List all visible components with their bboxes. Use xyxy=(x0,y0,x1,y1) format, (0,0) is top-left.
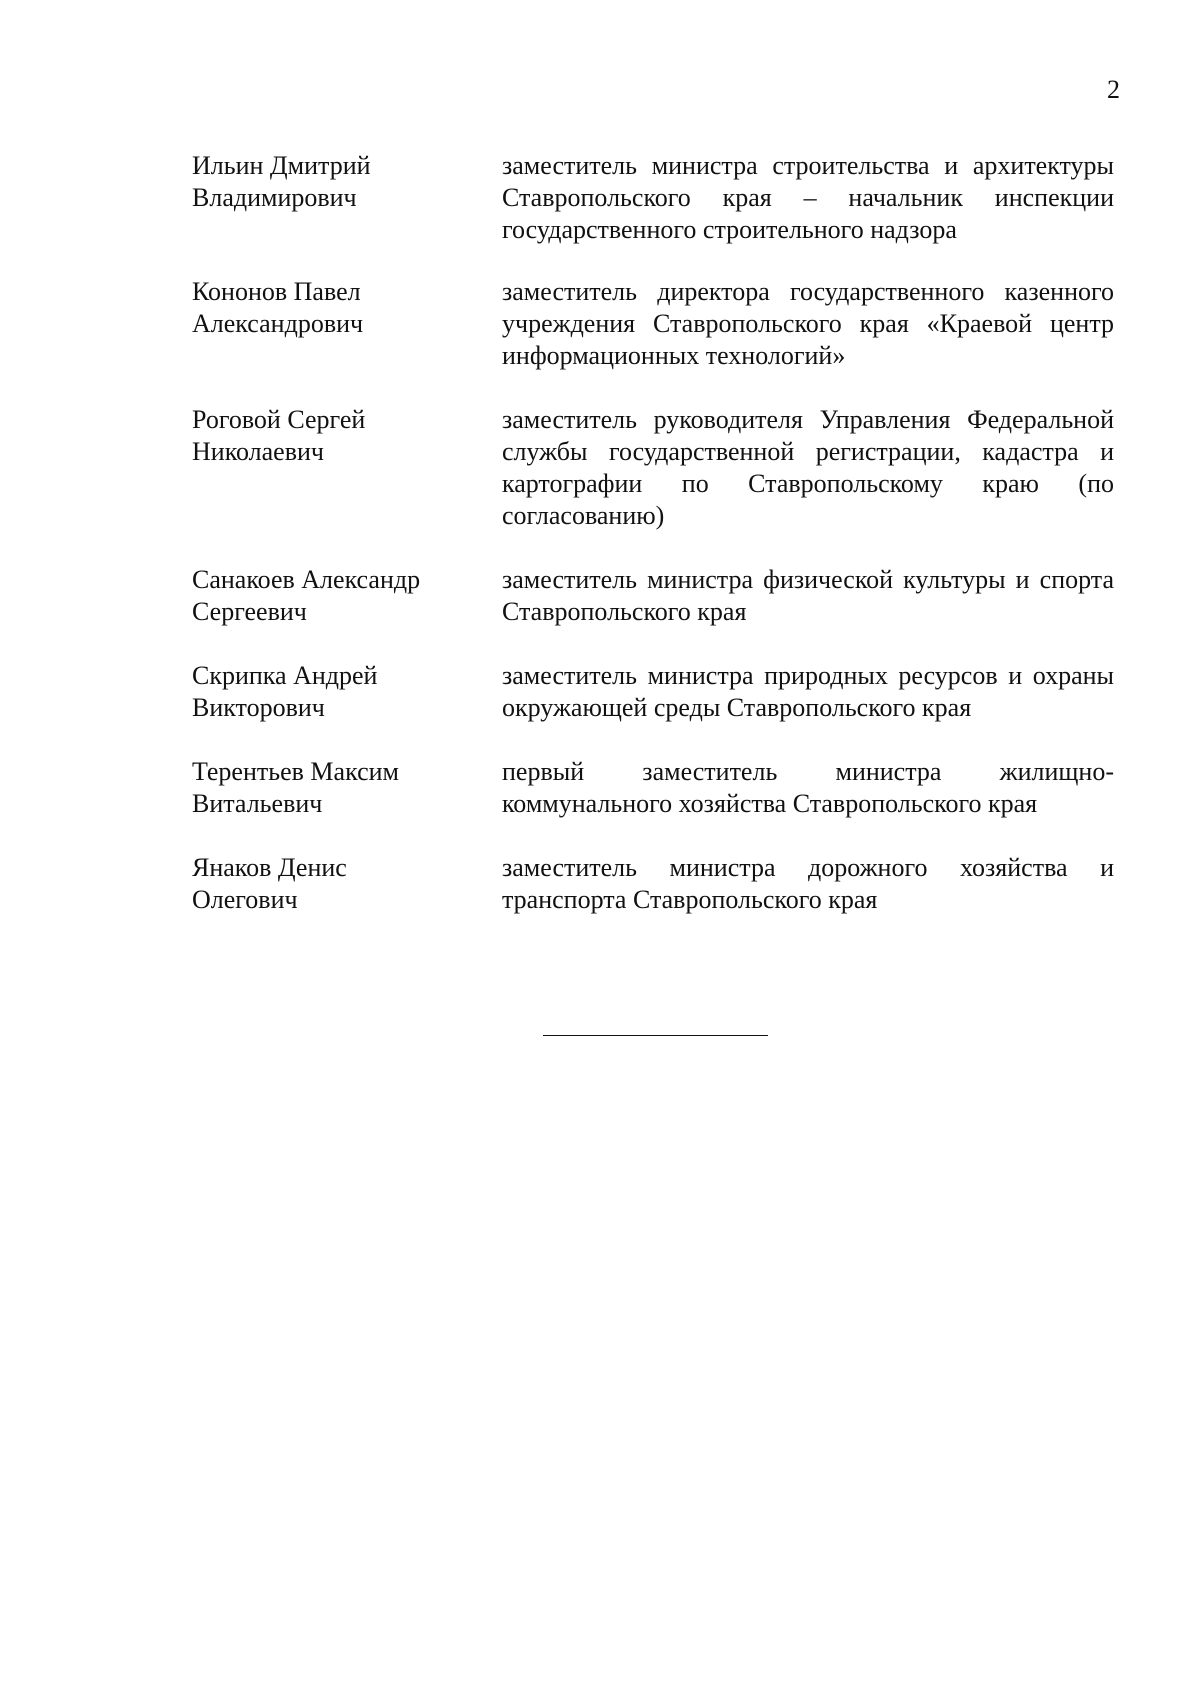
member-patronymic: Олегович xyxy=(192,885,298,914)
member-patronymic: Александрович xyxy=(192,309,364,338)
member-position: заместитель руководителя Управления Федеральной службы государственной регистрации, кадастра и картографии по Ставропольскому краю (по согласованию) xyxy=(502,405,1114,530)
member-name xyxy=(192,404,502,468)
member-name-line: Санакоев Александр xyxy=(192,565,421,594)
member-patronymic: Сергеевич xyxy=(192,597,307,626)
member-name-line: Кононов Павел xyxy=(192,277,361,306)
member-position: заместитель министра природных ресурсов и охраны окружающей среды Ставропольского края xyxy=(502,661,1114,722)
member-name xyxy=(192,276,502,340)
member-entry xyxy=(192,276,1114,372)
member-name-line: Янаков Денис xyxy=(192,853,347,882)
member-patronymic: Викторович xyxy=(192,693,325,722)
member-position: заместитель министра строительства и архитектуры Ставропольского края – начальник инспекции государственного строительного надзора xyxy=(502,151,1114,244)
member-entry xyxy=(192,852,1114,916)
member-name xyxy=(192,852,502,916)
member-position: заместитель министра физической культуры и спорта Ставропольского края xyxy=(502,565,1114,626)
member-position: заместитель директора государственного казенного учреждения Ставропольского края «Краевой центр информационных технологий» xyxy=(502,277,1114,370)
page-number: 2 xyxy=(1107,75,1120,104)
member-entry xyxy=(192,150,1114,246)
member-name xyxy=(192,660,502,724)
member-name xyxy=(192,150,502,214)
member-list xyxy=(192,150,1114,916)
member-entry xyxy=(192,756,1114,820)
member-patronymic: Витальевич xyxy=(192,789,323,818)
member-name-line: Ильин Дмитрий xyxy=(192,151,371,180)
member-position: заместитель министра дорожного хозяйства и транспорта Ставропольского края xyxy=(502,853,1114,914)
member-name-line: Скрипка Андрей xyxy=(192,661,378,690)
member-position: первый заместитель министра жилищно-коммунального хозяйства Ставропольского края xyxy=(502,757,1114,818)
member-patronymic: Николаевич xyxy=(192,437,324,466)
member-name-line: Роговой Сергей xyxy=(192,405,366,434)
member-entry xyxy=(192,564,1114,628)
member-entry xyxy=(192,660,1114,724)
member-name-line: Терентьев Максим xyxy=(192,757,399,786)
member-entry xyxy=(192,404,1114,532)
member-patronymic: Владимирович xyxy=(192,183,357,212)
end-separator-line xyxy=(543,1035,768,1036)
member-name xyxy=(192,756,502,820)
member-name xyxy=(192,564,502,628)
